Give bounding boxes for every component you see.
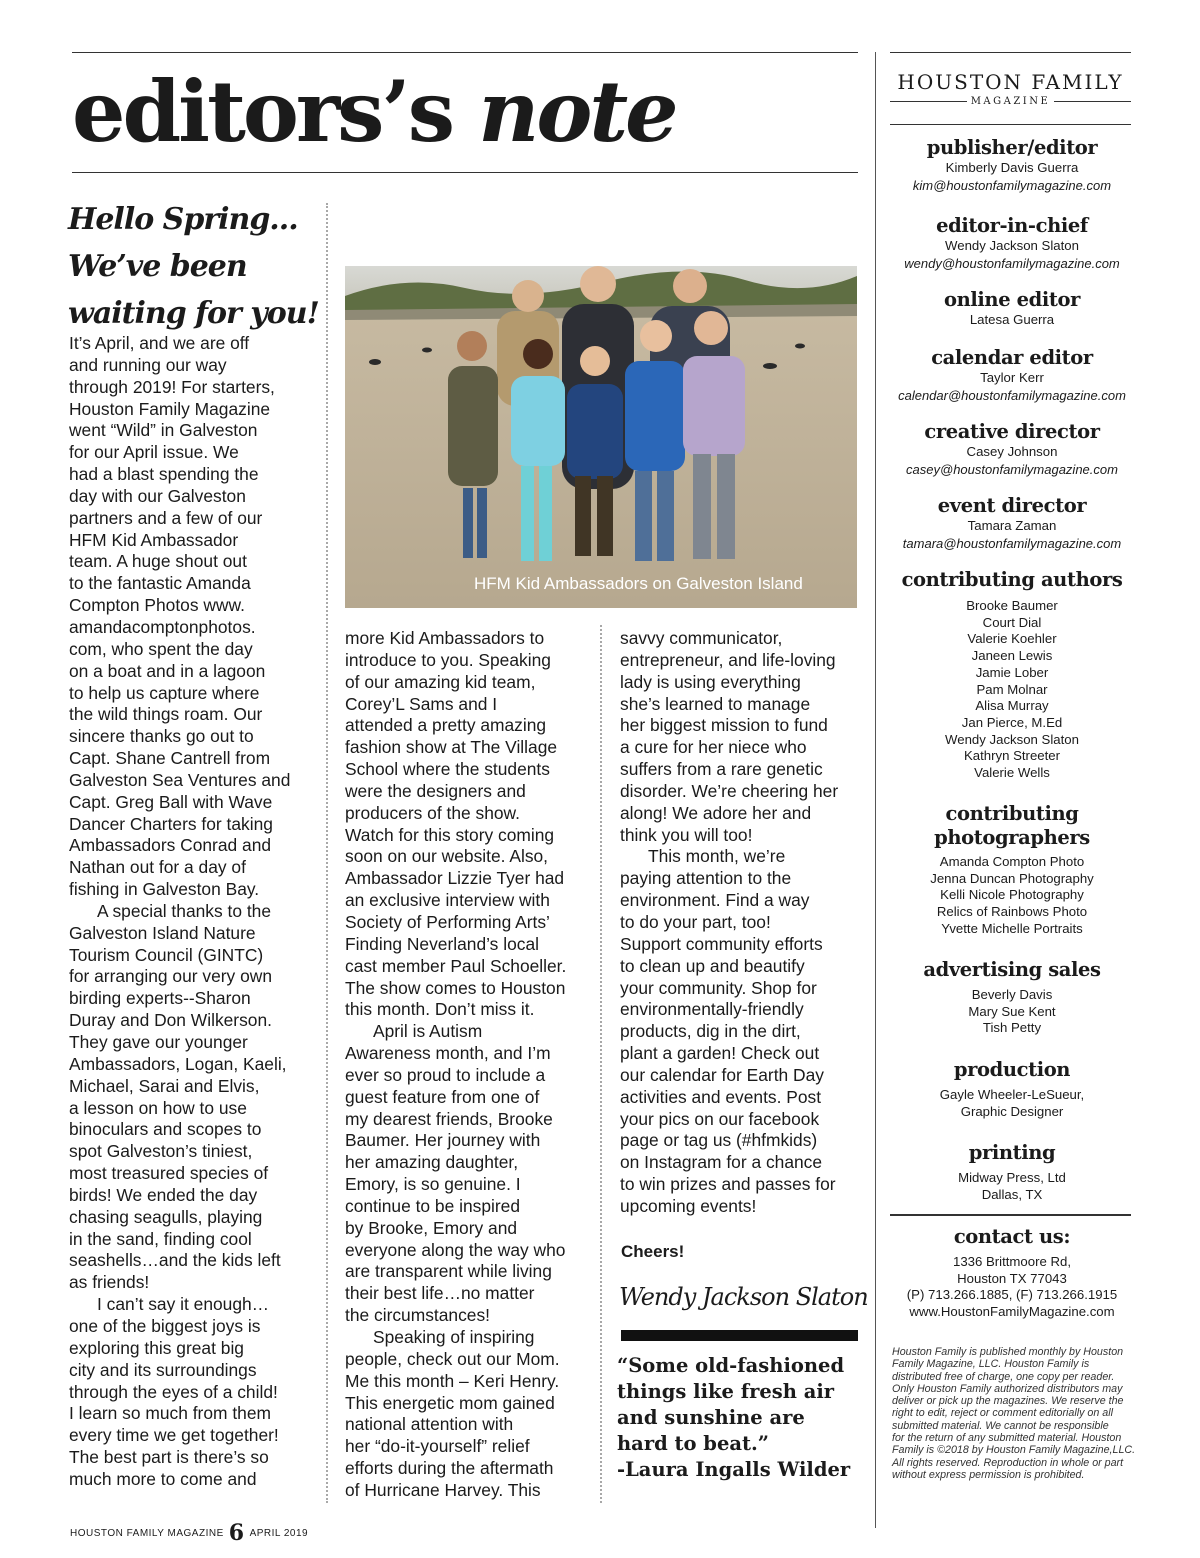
- disclaimer-line: without express permission is prohibited.: [892, 1468, 1085, 1481]
- staff-name: Dallas, TX: [981, 1186, 1043, 1202]
- article-text-line: one of the biggest joys is: [69, 1315, 261, 1336]
- contributing-authors: [890, 568, 1134, 782]
- article-text-line: everyone along the way who: [345, 1239, 566, 1260]
- article-text-line: savvy communicator,: [620, 628, 783, 648]
- article-text-line: are transparent while living: [345, 1261, 552, 1282]
- staff-role: event director: [937, 494, 1087, 517]
- article-text-line: Corey’L Sams and I: [345, 693, 498, 714]
- article-text-line: Dancer Charters for taking: [69, 813, 273, 834]
- staff-name: Mary Sue Kent: [968, 1003, 1056, 1019]
- staff-role: printing: [968, 1141, 1056, 1164]
- staff-role: calendar editor: [931, 346, 1093, 369]
- article-text-line: Capt. Shane Cantrell from: [69, 748, 271, 769]
- article-text-line: through the eyes of a child!: [69, 1381, 278, 1402]
- pull-quote: [617, 1353, 867, 1483]
- disclaimer-line: All rights reserved. Reproduction in whole or part: [892, 1456, 1124, 1469]
- quote-line: -Laura Ingalls Wilder: [617, 1458, 851, 1481]
- photographer-name: Jenna Duncan Photography: [930, 870, 1094, 886]
- article-text-line: in the sand, finding cool: [69, 1228, 252, 1249]
- article-text-line: Awareness month, and I’m: [345, 1043, 551, 1064]
- article-text-line: seashells…and the kids left: [69, 1250, 281, 1271]
- intro-heading-line: waiting for you!: [68, 296, 319, 331]
- article-text-line: went “Wild” in Galveston: [69, 420, 258, 441]
- article-text-line: of our amazing kid team,: [345, 671, 536, 692]
- article-text-line: I can’t say it enough…: [97, 1294, 270, 1315]
- staff-name: Graphic Designer: [960, 1103, 1064, 1119]
- author-name: Valerie Koehler: [967, 631, 1057, 647]
- masthead-subtitle: MAGAZINE: [970, 96, 1051, 107]
- footer-issue: APRIL 2019: [249, 1527, 309, 1539]
- quote-bar: [621, 1330, 858, 1341]
- sidebar-top-rule: [890, 52, 1131, 53]
- article-text-line: think you will too!: [620, 824, 753, 845]
- disclaimer-line: right to edit, reject or comment editorially on all: [892, 1407, 1113, 1420]
- article-text-line: suffers from a rare genetic: [620, 759, 823, 780]
- article-text-line: Nathan out for a day of: [69, 857, 246, 878]
- printing: [890, 1141, 1134, 1203]
- column-divider: [326, 203, 328, 1503]
- production: [890, 1058, 1134, 1120]
- article-text-line: for our April issue. We: [69, 442, 239, 463]
- closing: Cheers!: [621, 1242, 685, 1261]
- article-text-line: entrepreneur, and life-loving: [620, 649, 836, 670]
- article-text-line: amandacomptonphotos.: [69, 616, 256, 637]
- article-text-line: cast member Paul Schoeller.: [345, 955, 567, 976]
- author-name: Kathryn Streeter: [963, 748, 1061, 764]
- staff-name: Gayle Wheeler-LeSueur,: [939, 1087, 1085, 1102]
- page-title: [72, 62, 858, 170]
- article-column-1: [69, 333, 319, 1491]
- contact-address: 1336 Brittmoore Rd,: [952, 1254, 1071, 1269]
- staff-name: Midway Press, Ltd: [958, 1170, 1066, 1185]
- article-text-line: Society of Performing Arts’: [345, 911, 550, 932]
- article-text-line: HFM Kid Ambassador: [69, 529, 239, 550]
- article-text-line: Tourism Council (GINTC): [69, 944, 264, 965]
- article-text-line: The best part is there’s so: [69, 1447, 269, 1468]
- article-text-line: as friends!: [69, 1272, 150, 1293]
- article-text-line: environment. Find a way: [620, 890, 810, 911]
- article-text-line: sincere thanks go out to: [69, 726, 254, 747]
- disclaimer-line: deliver or pick up the magazines. We reserve the: [892, 1395, 1124, 1408]
- article-text-line: soon on our website. Also,: [345, 846, 549, 867]
- article-text-line: birds! We ended the day: [69, 1184, 258, 1205]
- contact-rule: [890, 1214, 1131, 1216]
- article-text-line: much more to come and: [69, 1468, 257, 1489]
- article-text-line: an exclusive interview with: [345, 890, 550, 911]
- disclaimer-line: Family is ©2018 by Houston Family Magazine,LLC.: [892, 1444, 1136, 1457]
- staff-role: creative director: [924, 420, 1100, 443]
- article-text-line: fashion show at The Village: [345, 737, 558, 758]
- article-text-line: Watch for this story coming: [345, 824, 555, 845]
- article-text-line: her “do-it-yourself” relief: [345, 1436, 530, 1457]
- contributing-photographers: [890, 802, 1134, 938]
- article-text-line: introduce to you. Speaking: [345, 649, 551, 670]
- staff-calendar-editor: [890, 346, 1134, 404]
- article-text-line: team. A huge shout out: [69, 551, 247, 572]
- contact-us: [890, 1225, 1134, 1321]
- title-rule: [72, 172, 858, 173]
- staff-role: online editor: [944, 288, 1080, 311]
- disclaimer-line: Only Houston Family authorized distributors may: [892, 1382, 1123, 1395]
- staff-name: Kimberly Davis Guerra: [945, 160, 1079, 175]
- staff-role: editor-in-chief: [936, 214, 1088, 237]
- article-text-line: their best life…no matter: [345, 1283, 535, 1304]
- staff-name: Tish Petty: [982, 1020, 1042, 1036]
- author-name: Alisa Murray: [975, 698, 1049, 714]
- title-part-1: editors’s: [72, 62, 452, 161]
- article-text-line: Ambassador Lizzie Tyer had: [345, 868, 565, 889]
- article-text-line: Capt. Greg Ball with Wave: [69, 791, 273, 812]
- article-text-line: page or tag us (#hfmkids): [620, 1130, 818, 1151]
- article-text-line: binoculars and scopes to: [69, 1119, 262, 1140]
- article-text-line: Michael, Sarai and Elvis,: [69, 1075, 260, 1096]
- article-text-line: for arranging our very own: [69, 966, 272, 987]
- article-text-line: The show comes to Houston: [345, 977, 566, 998]
- staff-role: production: [953, 1058, 1071, 1081]
- staff-name: Latesa Guerra: [969, 312, 1055, 327]
- article-text-line: I learn so much from them: [69, 1403, 271, 1424]
- group-photo: [345, 266, 857, 608]
- staff-email[interactable]: wendy@houstonfamilymagazine.com: [904, 255, 1120, 271]
- article-text-line: April is Autism: [373, 1021, 483, 1042]
- staff-role: contact us:: [953, 1225, 1071, 1248]
- article-text-line: most treasured species of: [69, 1163, 269, 1184]
- article-text-line: her biggest mission to fund: [620, 715, 828, 736]
- article-column-3: [620, 628, 870, 1218]
- signature: Wendy Jackson Slaton: [619, 1283, 868, 1311]
- article-text-line: Houston Family Magazine: [69, 398, 271, 419]
- advertising-sales: [890, 958, 1134, 1037]
- author-name: Pam Molnar: [976, 681, 1048, 697]
- masthead-rule-right: [1054, 101, 1131, 102]
- article-text-line: fishing in Galveston Bay.: [69, 879, 260, 900]
- article-text-line: a cure for her niece who: [620, 737, 807, 758]
- staff-role: contributing authors: [901, 568, 1123, 591]
- article-text-line: of Hurricane Harvey. This: [345, 1479, 541, 1500]
- article-text-line: Baumer. Her journey with: [345, 1130, 541, 1151]
- photographer-name: Relics of Rainbows Photo: [936, 904, 1088, 920]
- article-text-line: more Kid Ambassadors to: [345, 628, 545, 648]
- disclaimer-line: Houston Family is published monthly by Houston: [892, 1346, 1124, 1358]
- article-text-line: Me this month – Keri Henry.: [345, 1370, 560, 1391]
- staff-online-editor: [890, 288, 1134, 329]
- article-text-line: Duray and Don Wilkerson.: [69, 1010, 272, 1031]
- staff-name: Taylor Kerr: [980, 370, 1044, 385]
- article-text-line: this month. Don’t miss it.: [345, 999, 535, 1020]
- staff-role: advertising sales: [923, 958, 1101, 981]
- contact-phone: (P) 713.266.1885, (F) 713.266.1915: [906, 1287, 1118, 1303]
- article-text-line: to help us capture where: [69, 682, 260, 703]
- article-text-line: people, check out our Mom.: [345, 1348, 560, 1369]
- staff-publisher: [890, 136, 1134, 194]
- article-text-line: birding experts--Sharon: [69, 988, 251, 1009]
- photo-caption: HFM Kid Ambassadors on Galveston Island: [474, 574, 803, 593]
- article-text-line: her amazing daughter,: [345, 1152, 519, 1173]
- article-text-line: attended a pretty amazing: [345, 715, 547, 736]
- article-text-line: through 2019! For starters,: [69, 376, 275, 397]
- photographer-name: Kelli Nicole Photography: [940, 887, 1084, 903]
- disclaimer-line: Family Magazine, LLC. Houston Family is: [892, 1358, 1090, 1371]
- staff-name: Beverly Davis: [971, 987, 1053, 1002]
- masthead-logo: [890, 70, 1131, 107]
- article-text-line: com, who spent the day: [69, 638, 253, 659]
- intro-heading-line: We’ve been: [68, 249, 247, 284]
- article-text-line: Compton Photos www.: [69, 595, 245, 616]
- article-text-line: lady is using everything: [620, 671, 801, 692]
- article-text-line: producers of the show.: [345, 802, 520, 823]
- article-text-line: your pics on our facebook: [620, 1108, 820, 1129]
- staff-email[interactable]: casey@houstonfamilymagazine.com: [906, 461, 1118, 477]
- article-text-line: had a blast spending the: [69, 464, 259, 485]
- author-name: Valerie Wells: [974, 765, 1050, 781]
- sidebar-divider: [875, 52, 876, 1528]
- article-text-line: national attention with: [345, 1414, 514, 1435]
- article-text-line: spot Galveston’s tiniest,: [69, 1141, 253, 1162]
- disclaimer: [892, 1346, 1154, 1481]
- intro-heading-line: Hello Spring...: [68, 202, 298, 237]
- staff-name: Wendy Jackson Slaton: [945, 238, 1079, 253]
- article-text-line: Ambassadors, Logan, Kaeli,: [69, 1053, 287, 1074]
- beach-scene-illustration: [345, 266, 857, 608]
- article-text-line: chasing seagulls, playing: [69, 1206, 263, 1227]
- disclaimer-line: submitted material. We cannot be responsible: [892, 1419, 1109, 1432]
- article-text-line: to clean up and beautify: [620, 955, 805, 976]
- article-text-line: environmentally-friendly: [620, 999, 804, 1020]
- article-text-line: the wild things roam. Our: [69, 704, 263, 725]
- article-text-line: Support community efforts: [620, 933, 823, 954]
- disclaimer-line: distributed free of charge, one copy per reader.: [892, 1370, 1115, 1383]
- page-number: 6: [228, 1520, 245, 1546]
- column-divider: [600, 625, 602, 1503]
- photographer-name: Yvette Michelle Portraits: [941, 920, 1083, 936]
- article-text-line: Speaking of inspiring: [373, 1327, 535, 1347]
- quote-line: “Some old-fashioned: [617, 1354, 845, 1377]
- article-text-line: Galveston Island Nature: [69, 922, 256, 943]
- article-text-line: It’s April, and we are off: [69, 333, 250, 353]
- article-text-line: to win prizes and passes for: [620, 1174, 836, 1195]
- article-text-line: my dearest friends, Brooke: [345, 1108, 553, 1129]
- masthead-title: HOUSTON FAMILY: [897, 70, 1124, 94]
- intro-heading: [68, 196, 318, 337]
- article-text-line: efforts during the aftermath: [345, 1458, 554, 1479]
- contact-website[interactable]: www.HoustonFamilyMagazine.com: [909, 1304, 1115, 1320]
- article-text-line: This energetic mom gained: [345, 1392, 555, 1413]
- article-text-line: They gave our younger: [69, 1032, 248, 1052]
- article-text-line: our calendar for Earth Day: [620, 1064, 824, 1085]
- article-text-line: exploring this great big: [69, 1337, 244, 1358]
- footer-magazine: HOUSTON FAMILY MAGAZINE: [70, 1527, 224, 1539]
- article-text-line: she’s learned to manage: [620, 693, 811, 714]
- author-name: Brooke Baumer: [966, 598, 1058, 613]
- quote-line: hard to beat.”: [617, 1432, 770, 1455]
- photographer-name: Amanda Compton Photo: [939, 854, 1085, 869]
- article-text-line: the circumstances!: [345, 1305, 490, 1326]
- article-text-line: Finding Neverland’s local: [345, 933, 539, 954]
- disclaimer-line: for the return of any submitted material. Houston: [892, 1432, 1122, 1445]
- article-text-line: A special thanks to the: [97, 900, 272, 921]
- article-text-line: your community. Shop for: [620, 977, 817, 998]
- top-rule: [72, 52, 858, 53]
- masthead-subtitle-row: [890, 96, 1131, 107]
- author-name: Jamie Lober: [975, 664, 1049, 680]
- article-text-line: upcoming events!: [620, 1195, 757, 1216]
- article-text-line: Galveston Sea Ventures and: [69, 769, 291, 790]
- article-text-line: by Brooke, Emory and: [345, 1217, 518, 1238]
- staff-role: publisher/editor: [926, 136, 1098, 159]
- article-text-line: on Instagram for a chance: [620, 1152, 823, 1173]
- article-text-line: and running our way: [69, 354, 227, 375]
- article-column-2: [345, 628, 595, 1502]
- article-text-line: Emory, is so genuine. I: [345, 1174, 521, 1195]
- author-name: Jan Pierce, M.Ed: [961, 714, 1063, 730]
- staff-name: Tamara Zaman: [967, 518, 1057, 533]
- page-footer: [70, 1520, 308, 1546]
- article-text-line: ever so proud to include a: [345, 1064, 546, 1085]
- article-text-line: along! We adore her and: [620, 802, 812, 823]
- author-name: Wendy Jackson Slaton: [945, 731, 1079, 747]
- staff-event-director: [890, 494, 1134, 552]
- article-text-line: School where the students: [345, 759, 550, 780]
- article-text-line: to the fantastic Amanda: [69, 573, 251, 594]
- staff-role: contributing: [945, 802, 1079, 825]
- staff-email[interactable]: kim@houstonfamilymagazine.com: [912, 177, 1112, 193]
- staff-email[interactable]: calendar@houstonfamilymagazine.com: [898, 387, 1126, 403]
- masthead-rule: [890, 124, 1131, 125]
- quote-line: and sunshine are: [617, 1406, 805, 1429]
- title-part-2: note: [478, 62, 676, 161]
- quote-line: things like fresh air: [617, 1380, 835, 1403]
- article-text-line: every time we get together!: [69, 1425, 279, 1446]
- article-text-line: were the designers and: [345, 780, 526, 801]
- article-text-line: activities and events. Post: [620, 1086, 822, 1107]
- contact-address: Houston TX 77043: [957, 1270, 1067, 1286]
- masthead-rule-left: [890, 101, 967, 102]
- article-text-line: guest feature from one of: [345, 1086, 540, 1107]
- article-text-line: This month, we’re: [648, 846, 786, 867]
- article-text-line: partners and a few of our: [69, 507, 263, 528]
- author-name: Court Dial: [982, 614, 1042, 630]
- author-name: Janeen Lewis: [971, 648, 1053, 664]
- article-text-line: a lesson on how to use: [69, 1097, 247, 1118]
- staff-name: Casey Johnson: [966, 444, 1058, 459]
- article-text-line: plant a garden! Check out: [620, 1043, 820, 1064]
- article-text-line: continue to be inspired: [345, 1195, 520, 1216]
- article-text-line: to do your part, too!: [620, 911, 771, 932]
- article-text-line: products, dig in the dirt,: [620, 1021, 801, 1042]
- staff-role: photographers: [934, 826, 1090, 849]
- staff-email[interactable]: tamara@houstonfamilymagazine.com: [902, 535, 1122, 551]
- article-text-line: day with our Galveston: [69, 485, 246, 506]
- article-text-line: paying attention to the: [620, 868, 792, 889]
- article-text-line: Ambassadors Conrad and: [69, 835, 272, 856]
- article-text-line: on a boat and in a lagoon: [69, 660, 266, 681]
- article-text-line: city and its surroundings: [69, 1359, 257, 1380]
- staff-creative-director: [890, 420, 1134, 478]
- article-text-line: disorder. We’re cheering her: [620, 780, 839, 801]
- staff-editor-in-chief: [890, 214, 1134, 272]
